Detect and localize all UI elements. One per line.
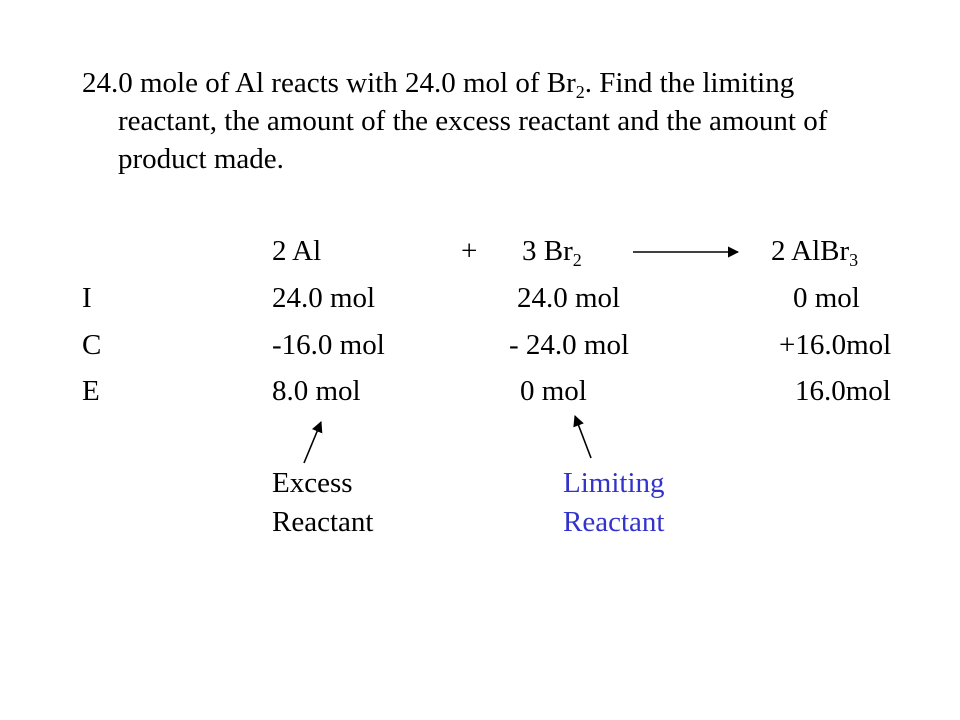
problem-line-2: reactant, the amount of the excess reactant and the amount of <box>118 105 828 137</box>
limiting-label-line-2: Reactant <box>563 506 665 538</box>
ice-i-albr3: 0 mol <box>793 282 860 314</box>
ice-c-br2: - 24.0 mol <box>509 329 630 361</box>
excess-label-line-2: Reactant <box>272 506 374 538</box>
limiting-pointer-arrow <box>575 416 591 458</box>
problem-line-3: product made. <box>118 143 284 175</box>
problem-line-1-end: . Find the limiting <box>584 67 795 99</box>
equation-reactant-al: 2 Al <box>272 235 322 267</box>
equation-br-text: 3 Br <box>522 235 573 267</box>
ice-row-label-e: E <box>82 375 100 407</box>
ice-row-label-i: I <box>82 282 92 314</box>
excess-pointer-arrow <box>304 422 321 463</box>
ice-c-albr3: +16.0mol <box>779 329 892 361</box>
ice-e-al: 8.0 mol <box>272 375 361 407</box>
equation-albr-text: 2 AlBr <box>771 235 850 267</box>
ice-i-br2: 24.0 mol <box>517 282 621 314</box>
ice-row-label-c: C <box>82 329 102 361</box>
problem-line-1-text: 24.0 mole of Al reacts with 24.0 mol of Br <box>82 67 576 99</box>
ice-e-albr3: 16.0mol <box>795 375 891 407</box>
ice-i-al: 24.0 mol <box>272 282 376 314</box>
ice-c-al: -16.0 mol <box>272 329 385 361</box>
limiting-label-line-1: Limiting <box>563 467 665 499</box>
equation-albr-subscript: 3 <box>849 250 859 270</box>
equation-plus: + <box>461 235 478 267</box>
equation-br-subscript: 2 <box>572 250 582 270</box>
excess-label-line-1: Excess <box>272 467 353 499</box>
ice-e-br2: 0 mol <box>520 375 587 407</box>
problem-br2-subscript: 2 <box>575 82 585 102</box>
